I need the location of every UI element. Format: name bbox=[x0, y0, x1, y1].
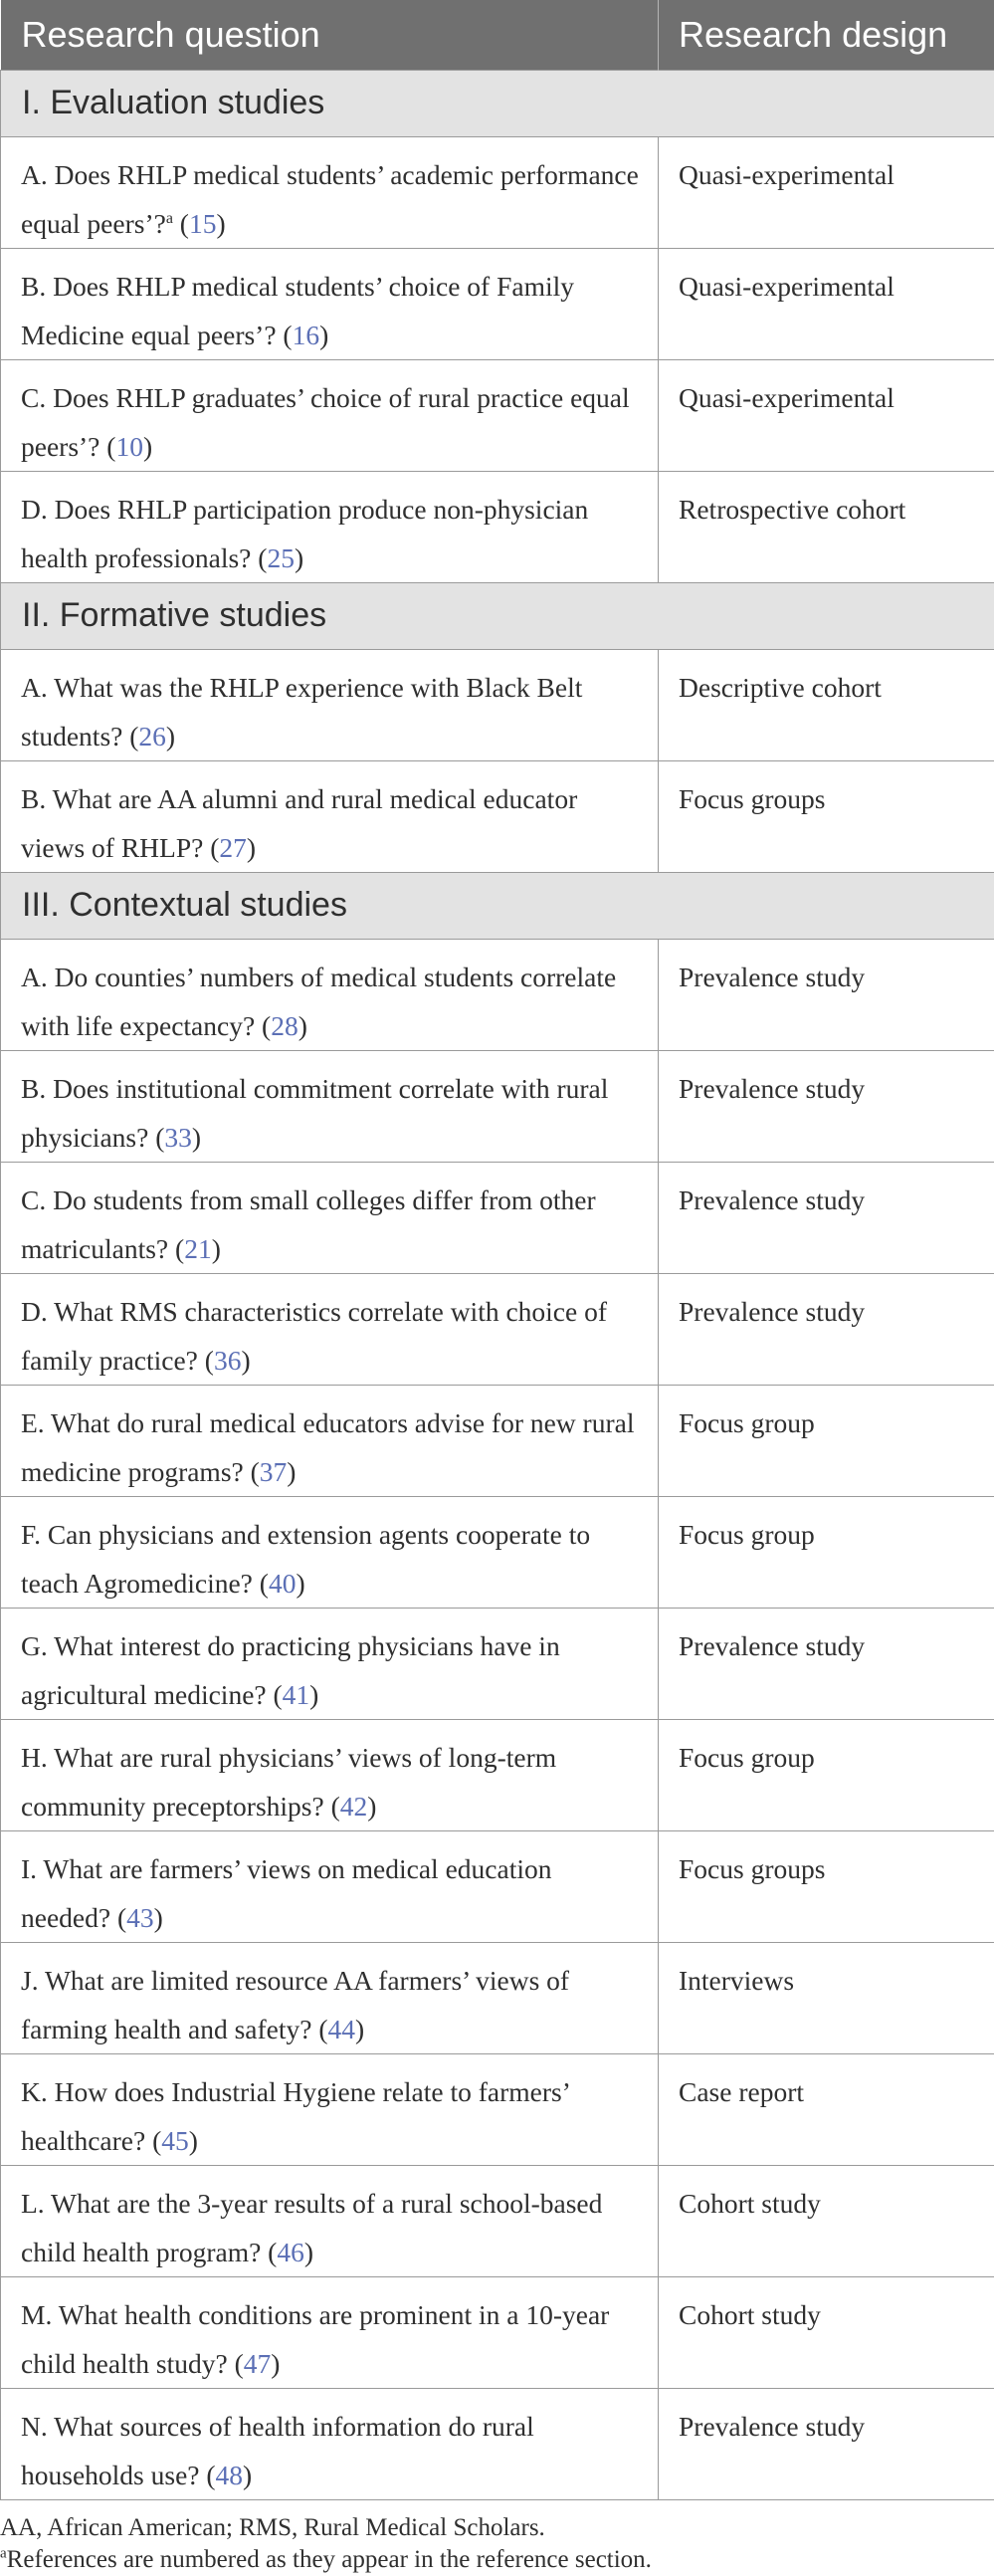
reference-link[interactable]: 36 bbox=[214, 1345, 242, 1376]
reference-link[interactable]: 15 bbox=[189, 208, 217, 239]
table-row bbox=[1, 2388, 994, 2499]
question-cell: L. What are the 3-year results of a rural school-based child health program? (46) bbox=[1, 2165, 659, 2276]
question-text: M. What health conditions are prominent in a 10-year child health study? bbox=[21, 2299, 609, 2379]
question-text: H. What are rural physicians’ views of long-term community preceptorships? bbox=[21, 1742, 556, 1822]
footnote-marker: a bbox=[166, 209, 173, 226]
table-row bbox=[1, 2276, 994, 2388]
reference-link[interactable]: 42 bbox=[340, 1791, 368, 1822]
design-cell: Descriptive cohort bbox=[659, 649, 994, 760]
table-row bbox=[1, 649, 994, 760]
question-cell: A. Does RHLP medical students’ academic performance equal peers’?$^a$ (15) bbox=[1, 136, 659, 248]
reference-link[interactable]: 27 bbox=[219, 832, 247, 863]
question-cell: J. What are limited resource AA farmers’ views of farming health and safety? (44) bbox=[1, 1942, 659, 2053]
header-row bbox=[1, 0, 994, 70]
design-cell: Cohort study bbox=[659, 2165, 994, 2276]
question-text: N. What sources of health information do rural households use? bbox=[21, 2411, 534, 2490]
reference-link[interactable]: 33 bbox=[164, 1122, 192, 1153]
question-cell: C. Does RHLP graduates’ choice of rural practice equal peers’? (10) bbox=[1, 359, 659, 471]
question-text: G. What interest do practicing physicians have in agricultural medicine? bbox=[21, 1630, 560, 1710]
reference-link[interactable]: 16 bbox=[293, 320, 320, 350]
header-design: Research design bbox=[659, 0, 994, 70]
design-cell: Focus group bbox=[659, 1496, 994, 1608]
reference-link[interactable]: 46 bbox=[277, 2237, 304, 2267]
reference-link[interactable]: 25 bbox=[267, 542, 295, 573]
question-text: C. Do students from small colleges differ from other matriculants? bbox=[21, 1184, 596, 1264]
question-text: D. What RMS characteristics correlate with choice of family practice? bbox=[21, 1296, 607, 1376]
table-row bbox=[1, 359, 994, 471]
table-row bbox=[1, 1942, 994, 2053]
header-question: Research question bbox=[1, 0, 659, 70]
question-text: I. What are farmers’ views on medical education needed? bbox=[21, 1853, 551, 1933]
table-row bbox=[1, 939, 994, 1050]
question-cell: M. What health conditions are prominent in a 10-year child health study? (47) bbox=[1, 2276, 659, 2388]
question-cell: I. What are farmers’ views on medical education needed? (43) bbox=[1, 1830, 659, 1942]
section-title: III. Contextual studies bbox=[1, 872, 994, 939]
design-cell: Focus groups bbox=[659, 760, 994, 872]
table-row bbox=[1, 1496, 994, 1608]
question-cell: B. Does RHLP medical students’ choice of Family Medicine equal peers’? (16) bbox=[1, 248, 659, 359]
design-cell: Prevalence study bbox=[659, 939, 994, 1050]
design-cell: Cohort study bbox=[659, 2276, 994, 2388]
footnotes bbox=[0, 2512, 994, 2576]
design-cell: Focus groups bbox=[659, 1830, 994, 1942]
reference-link[interactable]: 10 bbox=[115, 431, 143, 462]
question-text: J. What are limited resource AA farmers’ views of farming health and safety? bbox=[21, 1965, 569, 2044]
question-cell: E. What do rural medical educators advise for new rural medicine programs? (37) bbox=[1, 1385, 659, 1496]
reference-link[interactable]: 40 bbox=[269, 1568, 297, 1599]
question-cell: N. What sources of health information do rural households use? (48) bbox=[1, 2388, 659, 2499]
question-text: C. Does RHLP graduates’ choice of rural practice equal peers’? bbox=[21, 382, 630, 462]
section-row bbox=[1, 70, 994, 136]
table-row bbox=[1, 471, 994, 582]
question-text: A. Does RHLP medical students’ academic performance equal peers’? bbox=[21, 159, 639, 239]
reference-link[interactable]: 44 bbox=[328, 2014, 356, 2044]
design-cell: Focus group bbox=[659, 1385, 994, 1496]
table-row bbox=[1, 1385, 994, 1496]
reference-link[interactable]: 48 bbox=[216, 2460, 244, 2490]
question-cell: K. How does Industrial Hygiene relate to farmers’ healthcare? (45) bbox=[1, 2053, 659, 2165]
reference-link[interactable]: 37 bbox=[260, 1456, 288, 1487]
question-cell: A. What was the RHLP experience with Black Belt students? (26) bbox=[1, 649, 659, 760]
reference-note-text: References are numbered as they appear in the reference section. bbox=[7, 2546, 652, 2573]
table-row bbox=[1, 760, 994, 872]
question-text: A. Do counties’ numbers of medical students correlate with life expectancy? bbox=[21, 962, 616, 1041]
question-text: E. What do rural medical educators advise for new rural medicine programs? bbox=[21, 1407, 634, 1487]
reference-link[interactable]: 26 bbox=[138, 721, 166, 751]
question-cell: H. What are rural physicians’ views of long-term community preceptorships? (42) bbox=[1, 1719, 659, 1830]
question-text: B. Does RHLP medical students’ choice of Family Medicine equal peers’? bbox=[21, 271, 574, 350]
reference-link[interactable]: 47 bbox=[244, 2348, 272, 2379]
design-cell: Prevalence study bbox=[659, 1273, 994, 1385]
design-cell: Case report bbox=[659, 2053, 994, 2165]
design-cell: Retrospective cohort bbox=[659, 471, 994, 582]
reference-link[interactable]: 28 bbox=[271, 1010, 298, 1041]
table-body bbox=[1, 70, 994, 2499]
note-marker: a bbox=[0, 2545, 7, 2561]
reference-link[interactable]: 41 bbox=[283, 1679, 310, 1710]
reference-note bbox=[0, 2544, 994, 2576]
section-row bbox=[1, 872, 994, 939]
design-cell: Prevalence study bbox=[659, 2388, 994, 2499]
question-cell: D. Does RHLP participation produce non-physician health professionals? (25) bbox=[1, 471, 659, 582]
section-title: II. Formative studies bbox=[1, 582, 994, 649]
design-cell: Prevalence study bbox=[659, 1050, 994, 1162]
design-cell: Prevalence study bbox=[659, 1608, 994, 1719]
question-cell: D. What RMS characteristics correlate with choice of family practice? (36) bbox=[1, 1273, 659, 1385]
question-cell: C. Do students from small colleges differ from other matriculants? (21) bbox=[1, 1162, 659, 1273]
section-row bbox=[1, 582, 994, 649]
question-text: A. What was the RHLP experience with Black Belt students? bbox=[21, 672, 582, 751]
table-row bbox=[1, 1830, 994, 1942]
table-row bbox=[1, 136, 994, 248]
question-cell: B. What are AA alumni and rural medical educator views of RHLP? (27) bbox=[1, 760, 659, 872]
table-row bbox=[1, 248, 994, 359]
reference-link[interactable]: 21 bbox=[184, 1233, 212, 1264]
table-row bbox=[1, 1273, 994, 1385]
question-cell: F. Can physicians and extension agents cooperate to teach Agromedicine? (40) bbox=[1, 1496, 659, 1608]
question-text: D. Does RHLP participation produce non-physician health professionals? bbox=[21, 494, 588, 573]
table-row bbox=[1, 1608, 994, 1719]
question-text: L. What are the 3-year results of a rural school-based child health program? bbox=[21, 2188, 602, 2267]
question-cell: B. Does institutional commitment correlate with rural physicians? (33) bbox=[1, 1050, 659, 1162]
table-row bbox=[1, 1719, 994, 1830]
table-row bbox=[1, 1162, 994, 1273]
table-row bbox=[1, 1050, 994, 1162]
table-row bbox=[1, 2165, 994, 2276]
reference-link[interactable]: 43 bbox=[126, 1902, 154, 1933]
design-cell: Quasi-experimental bbox=[659, 136, 994, 248]
section-title: I. Evaluation studies bbox=[1, 70, 994, 136]
question-text: K. How does Industrial Hygiene relate to farmers’ healthcare? bbox=[21, 2076, 569, 2156]
question-text: F. Can physicians and extension agents cooperate to teach Agromedicine? bbox=[21, 1519, 590, 1599]
question-cell: A. Do counties’ numbers of medical students correlate with life expectancy? (28) bbox=[1, 939, 659, 1050]
design-cell: Quasi-experimental bbox=[659, 359, 994, 471]
design-cell: Interviews bbox=[659, 1942, 994, 2053]
question-cell: G. What interest do practicing physicians have in agricultural medicine? (41) bbox=[1, 1608, 659, 1719]
question-text: B. Does institutional commitment correlate with rural physicians? bbox=[21, 1073, 608, 1153]
design-cell: Focus group bbox=[659, 1719, 994, 1830]
table-row bbox=[1, 2053, 994, 2165]
reference-link[interactable]: 45 bbox=[161, 2125, 189, 2156]
design-cell: Quasi-experimental bbox=[659, 248, 994, 359]
design-cell: Prevalence study bbox=[659, 1162, 994, 1273]
question-text: B. What are AA alumni and rural medical educator views of RHLP? bbox=[21, 783, 577, 863]
abbreviations-note: AA, African American; RMS, Rural Medical Scholars. bbox=[0, 2512, 994, 2544]
